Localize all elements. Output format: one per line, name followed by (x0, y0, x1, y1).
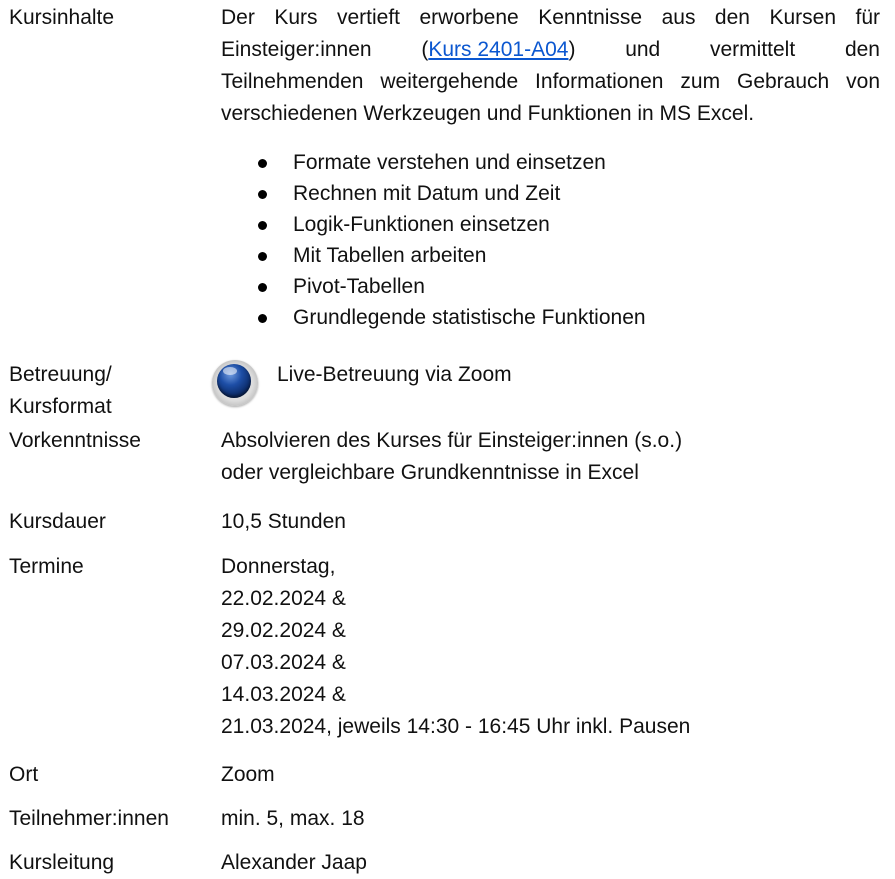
betreuung-label-line-2: Kursformat (9, 395, 112, 418)
topic-label: Mit Tabellen arbeiten (293, 244, 487, 267)
word-den: den (844, 38, 880, 61)
topic-item (221, 271, 646, 302)
topic-item (221, 178, 646, 209)
description-line-2 (221, 34, 880, 66)
termine-list (221, 551, 880, 743)
description-line-2-part-a (221, 34, 880, 66)
word-und: und (625, 38, 661, 61)
betreuung-value: Live-Betreuung via Zoom (277, 363, 512, 386)
zoom-globe-icon (212, 360, 258, 406)
kursinhalte-description (221, 2, 880, 130)
kursinhalte-label: Kursinhalte (9, 6, 115, 29)
bullet-icon (258, 159, 267, 168)
kursleitung-value: Alexander Jaap (221, 851, 367, 874)
course-link[interactable]: Kurs 2401-A04 (428, 38, 569, 61)
bullet-icon (258, 252, 267, 261)
bullet-icon (258, 314, 267, 323)
topic-label: Logik-Funktionen einsetzen (293, 213, 550, 236)
vorkenntnisse-line-2: oder vergleichbare Grundkenntnisse in Excel (221, 461, 639, 484)
teilnehmer-label: Teilnehmer:innen (9, 807, 169, 830)
word-vermittelt: vermittelt (710, 38, 796, 61)
topic-item (221, 240, 646, 271)
link-wrapper: (Kurs 2401-A04) (421, 38, 576, 61)
topic-label: Formate verstehen und einsetzen (293, 151, 606, 174)
termine-line: 29.02.2024 & (221, 619, 346, 642)
topic-label: Pivot-Tabellen (293, 275, 425, 298)
termine-label: Termine (9, 555, 84, 578)
bullet-icon (258, 283, 267, 292)
description-line-4: verschiedenen Werkzeugen und Funktionen in MS Excel. (221, 102, 755, 125)
zoom-globe-shine (223, 367, 237, 375)
termine-line: 21.03.2024, jeweils 14:30 - 16:45 Uhr inkl. Pausen (221, 715, 691, 738)
topic-item (221, 209, 646, 240)
kursleitung-label: Kursleitung (9, 851, 115, 874)
topic-item (221, 302, 646, 333)
topic-label: Rechnen mit Datum und Zeit (293, 182, 561, 205)
bullet-icon (258, 221, 267, 230)
bullet-icon (258, 190, 267, 199)
kursdauer-value: 10,5 Stunden (221, 510, 346, 533)
description-line-1: Der Kurs vertieft erworbene Kenntnisse aus den Kursen für (221, 6, 880, 29)
ort-label: Ort (9, 763, 39, 786)
topic-item (221, 147, 646, 178)
termine-line: 14.03.2024 & (221, 683, 346, 706)
teilnehmer-value: min. 5, max. 18 (221, 807, 365, 830)
termine-line: 07.03.2024 & (221, 651, 346, 674)
topics-list (221, 147, 646, 333)
description-line-3: Teilnehmenden weitergehende Informationen zum Gebrauch von (221, 70, 880, 93)
word-einsteiger: Einsteiger:innen (221, 38, 372, 61)
vorkenntnisse-line-1: Absolvieren des Kurses für Einsteiger:innen (s.o.) (221, 429, 683, 452)
ort-value: Zoom (221, 763, 275, 786)
termine-line: 22.02.2024 & (221, 587, 346, 610)
betreuung-label (9, 359, 209, 423)
kursdauer-label: Kursdauer (9, 510, 106, 533)
termine-line: Donnerstag, (221, 555, 336, 578)
betreuung-label-line-1: Betreuung/ (9, 363, 112, 386)
topic-label: Grundlegende statistische Funktionen (293, 306, 646, 329)
vorkenntnisse-label: Vorkenntnisse (9, 429, 141, 452)
